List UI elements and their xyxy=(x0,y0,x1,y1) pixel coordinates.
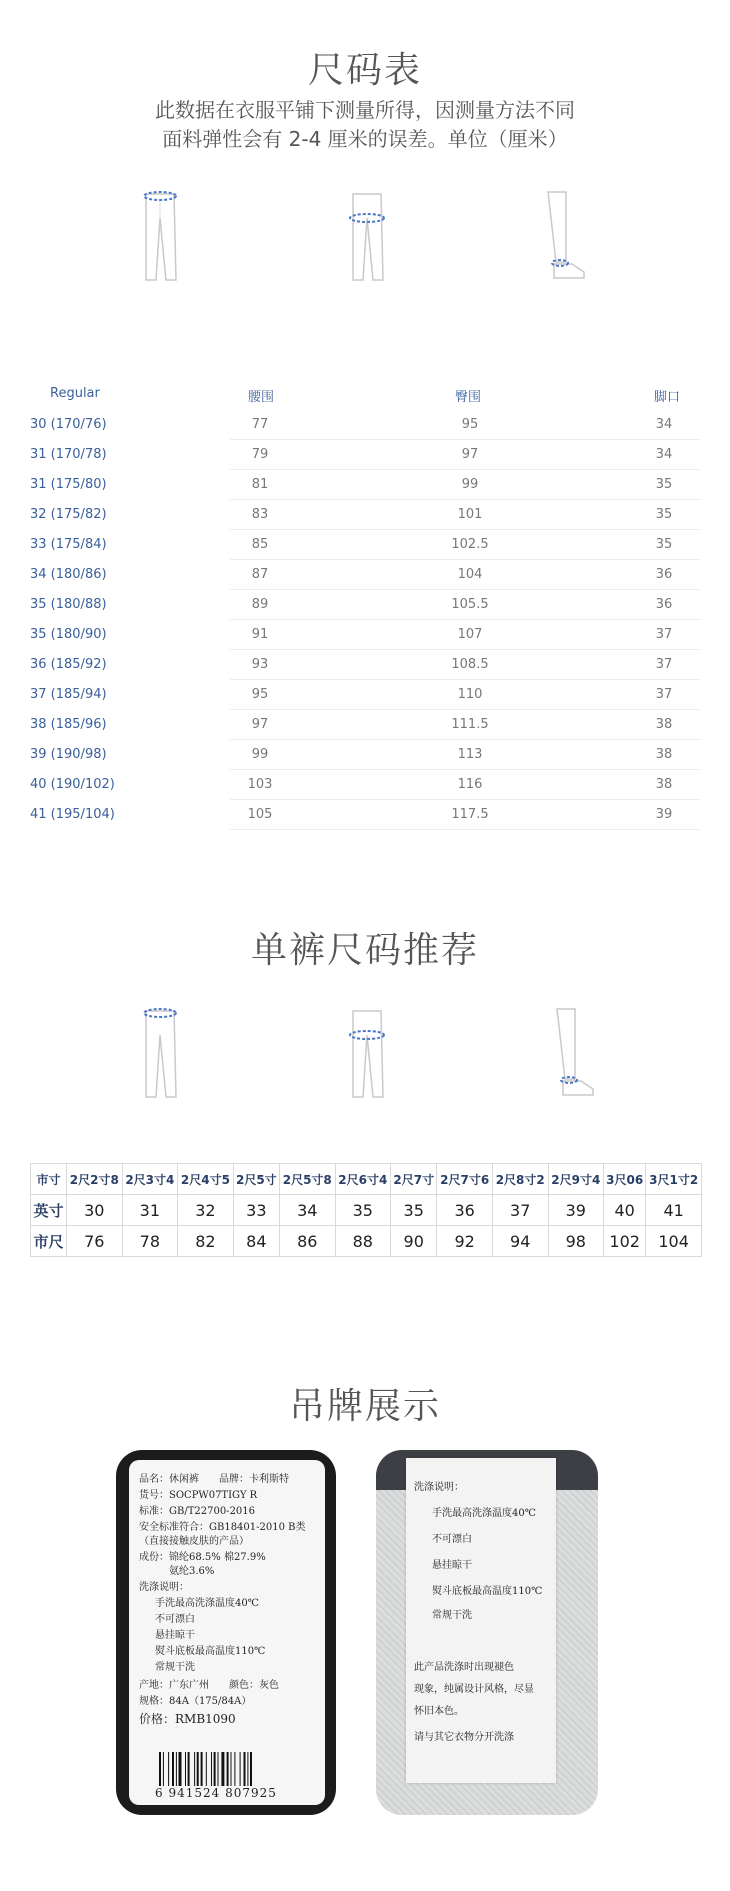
right-hang-tag-photo xyxy=(376,1450,598,1815)
header-hip: 臀围 xyxy=(455,390,482,405)
right-tag-text: 不可漂白 xyxy=(432,1534,472,1545)
recommend-cell: 37 xyxy=(492,1195,548,1226)
recommend-row-label: 市寸 xyxy=(31,1164,67,1195)
right-tag-text: 怀旧本色。 xyxy=(414,1706,464,1717)
waist-recommend-figure xyxy=(128,1005,188,1103)
barcode-number: 6 941524 807925 xyxy=(155,1786,277,1800)
right-tag-text: 洗涤说明： xyxy=(414,1482,464,1493)
waist-cell: 93 xyxy=(251,657,269,672)
recommend-cell: 2尺5寸 xyxy=(233,1164,279,1195)
left-tag-text: 不可漂白 xyxy=(155,1614,195,1625)
size-row xyxy=(30,620,700,650)
size-cell: 37 (185/94) xyxy=(30,687,107,702)
recommend-cell: 35 xyxy=(391,1195,437,1226)
waist-cell: 99 xyxy=(251,747,269,762)
size-row xyxy=(30,500,700,530)
waist-cell: 97 xyxy=(251,717,269,732)
waist-cell: 87 xyxy=(251,567,269,582)
waist-cell: 95 xyxy=(251,687,269,702)
recommend-cell: 31 xyxy=(122,1195,178,1226)
hip-cell: 104 xyxy=(457,567,483,582)
recommend-cell: 76 xyxy=(67,1226,123,1257)
recommend-row-shi-cun xyxy=(31,1164,702,1195)
left-hang-tag-photo xyxy=(116,1450,336,1815)
measurement-note-line1: 此数据在衣服平铺下测量所得，因测量方法不同 xyxy=(155,98,575,122)
hip-cell: 116 xyxy=(457,777,483,792)
hem-cell: 35 xyxy=(655,507,673,522)
recommend-cell: 90 xyxy=(391,1226,437,1257)
recommend-cell: 84 xyxy=(233,1226,279,1257)
right-tag-text: 请与其它衣物分开洗涤 xyxy=(414,1732,514,1743)
size-cell: 40 (190/102) xyxy=(30,777,115,792)
left-tag-text: 标准：GB/T22700-2016 xyxy=(139,1506,256,1517)
right-tag-text: 常规干洗 xyxy=(432,1610,472,1621)
waist-cell: 79 xyxy=(251,447,269,462)
recommend-cell: 3尺06 xyxy=(604,1164,646,1195)
recommend-cell: 2尺3寸4 xyxy=(122,1164,178,1195)
recommend-cell: 104 xyxy=(646,1226,702,1257)
recommend-cell: 3尺1寸2 xyxy=(646,1164,702,1195)
hip-cell: 105.5 xyxy=(451,597,489,612)
recommend-cell: 102 xyxy=(604,1226,646,1257)
hip-cell: 111.5 xyxy=(451,717,489,732)
recommend-row-shi-chi xyxy=(31,1226,702,1257)
recommend-cell: 2尺7寸6 xyxy=(437,1164,493,1195)
size-row xyxy=(30,410,700,440)
left-tag-text: （直接接触皮肤的产品） xyxy=(139,1536,249,1547)
size-chart-table xyxy=(30,380,700,830)
size-row xyxy=(30,710,700,740)
left-tag-text: 洗涤说明： xyxy=(139,1582,189,1593)
hem-cell: 37 xyxy=(655,687,673,702)
recommend-cell: 39 xyxy=(548,1195,604,1226)
recommend-cell: 2尺5寸8 xyxy=(279,1164,335,1195)
waist-cell: 105 xyxy=(247,807,273,822)
left-tag-text: 常规干洗 xyxy=(155,1662,195,1673)
hem-cell: 38 xyxy=(655,717,673,732)
recommend-cell: 34 xyxy=(279,1195,335,1226)
recommend-cell: 88 xyxy=(335,1226,391,1257)
left-tag-text: 熨斗底板最高温度110℃ xyxy=(155,1646,266,1657)
recommend-cell: 98 xyxy=(548,1226,604,1257)
row-divider xyxy=(230,829,700,830)
size-cell: 35 (180/90) xyxy=(30,627,107,642)
right-tag-label xyxy=(406,1458,556,1783)
left-tag-text: 品名：休闲裤 品牌：卡利斯特 xyxy=(139,1474,289,1485)
hip-cell: 107 xyxy=(457,627,483,642)
hem-cell: 34 xyxy=(655,447,673,462)
right-tag-text: 悬挂晾干 xyxy=(432,1560,472,1571)
size-cell: 38 (185/96) xyxy=(30,717,107,732)
header-waist: 腰围 xyxy=(248,390,275,405)
hip-cell: 101 xyxy=(457,507,483,522)
hip-recommend-figure xyxy=(335,1005,395,1103)
hip-cell: 99 xyxy=(461,477,479,492)
measurement-note-line2: 面料弹性会有 2-4 厘米的误差。单位（厘米） xyxy=(162,127,568,151)
size-row xyxy=(30,440,700,470)
size-row xyxy=(30,770,700,800)
size-row xyxy=(30,590,700,620)
hip-cell: 108.5 xyxy=(451,657,489,672)
recommend-cell: 2尺2寸8 xyxy=(67,1164,123,1195)
waist-cell: 83 xyxy=(251,507,269,522)
hem-cell: 34 xyxy=(655,417,673,432)
size-row xyxy=(30,740,700,770)
recommend-cell: 35 xyxy=(335,1195,391,1226)
hem-cell: 35 xyxy=(655,477,673,492)
right-tag-text: 手洗最高洗涤温度40℃ xyxy=(432,1508,536,1519)
header-hem: 脚口 xyxy=(654,390,681,405)
recommend-cell: 2尺6寸4 xyxy=(335,1164,391,1195)
hip-cell: 97 xyxy=(461,447,479,462)
size-row xyxy=(30,680,700,710)
barcode xyxy=(159,1752,299,1786)
waist-cell: 91 xyxy=(251,627,269,642)
recommend-cell: 78 xyxy=(122,1226,178,1257)
left-tag-text: 产地：广东广州 颜色：灰色 xyxy=(139,1680,279,1691)
recommend-cell: 2尺7寸 xyxy=(391,1164,437,1195)
size-cell: 30 (170/76) xyxy=(30,417,107,432)
left-tag-text: 手洗最高洗涤温度40℃ xyxy=(155,1598,259,1609)
hang-tag-title: 吊牌展示 xyxy=(288,1386,441,1427)
hem-cell: 37 xyxy=(655,657,673,672)
recommend-cell: 30 xyxy=(67,1195,123,1226)
waist-cell: 81 xyxy=(251,477,269,492)
recommend-cell: 41 xyxy=(646,1195,702,1226)
size-cell: 39 (190/98) xyxy=(30,747,107,762)
recommend-cell: 40 xyxy=(604,1195,646,1226)
hem-cell: 36 xyxy=(655,597,673,612)
left-tag-text: 悬挂晾干 xyxy=(155,1630,195,1641)
left-tag-text: 货号：SOCPW07TIGY R xyxy=(139,1490,258,1501)
left-tag-text: 价格：RMB1090 xyxy=(139,1712,236,1726)
recommend-row-label: 英寸 xyxy=(31,1195,67,1226)
size-row xyxy=(30,800,700,830)
right-tag-text: 现象，纯属设计风格，尽显 xyxy=(414,1684,534,1695)
hem-cell: 38 xyxy=(655,747,673,762)
recommend-row-label: 市尺 xyxy=(31,1226,67,1257)
size-row xyxy=(30,530,700,560)
hip-cell: 110 xyxy=(457,687,483,702)
size-cell: 32 (175/82) xyxy=(30,507,107,522)
recommend-cell: 36 xyxy=(437,1195,493,1226)
hem-cell: 35 xyxy=(655,537,673,552)
size-chart-header xyxy=(30,380,700,410)
hip-measure-figure xyxy=(335,188,395,286)
recommend-cell: 33 xyxy=(233,1195,279,1226)
left-tag-label xyxy=(129,1460,325,1805)
recommend-cell: 82 xyxy=(178,1226,234,1257)
size-cell: 41 (195/104) xyxy=(30,807,115,822)
hip-cell: 113 xyxy=(457,747,483,762)
size-cell: 31 (175/80) xyxy=(30,477,107,492)
recommend-row-inch xyxy=(31,1195,702,1226)
hem-recommend-figure xyxy=(545,1005,615,1103)
size-cell: 34 (180/86) xyxy=(30,567,107,582)
left-tag-text: 成份：锦纶68.5% 棉27.9% xyxy=(139,1552,266,1563)
left-tag-text: 氨纶3.6% xyxy=(139,1566,215,1577)
waist-cell: 89 xyxy=(251,597,269,612)
size-recommend-table xyxy=(30,1163,702,1257)
size-row xyxy=(30,650,700,680)
recommend-cell: 94 xyxy=(492,1226,548,1257)
recommend-cell: 2尺8寸2 xyxy=(492,1164,548,1195)
left-tag-text: 规格：84A（175/84A） xyxy=(139,1696,252,1707)
hem-cell: 39 xyxy=(655,807,673,822)
recommend-cell: 2尺9寸4 xyxy=(548,1164,604,1195)
hip-cell: 117.5 xyxy=(451,807,489,822)
size-row xyxy=(30,470,700,500)
recommend-cell: 92 xyxy=(437,1226,493,1257)
recommend-title: 单裤尺码推荐 xyxy=(250,930,479,971)
size-row xyxy=(30,560,700,590)
recommend-cell: 32 xyxy=(178,1195,234,1226)
size-cell: 31 (170/78) xyxy=(30,447,107,462)
hem-measure-figure xyxy=(536,188,606,286)
right-tag-text: 此产品洗涤时出现褪色 xyxy=(414,1662,514,1673)
header-size: Regular xyxy=(50,386,100,401)
recommend-cell: 86 xyxy=(279,1226,335,1257)
hip-cell: 95 xyxy=(461,417,479,432)
size-cell: 35 (180/88) xyxy=(30,597,107,612)
size-cell: 33 (175/84) xyxy=(30,537,107,552)
waist-cell: 77 xyxy=(251,417,269,432)
waist-cell: 85 xyxy=(251,537,269,552)
waist-cell: 103 xyxy=(247,777,273,792)
recommend-cell: 2尺4寸5 xyxy=(178,1164,234,1195)
waist-measure-figure xyxy=(128,188,188,286)
hem-cell: 36 xyxy=(655,567,673,582)
size-chart-title: 尺码表 xyxy=(307,50,422,91)
hip-cell: 102.5 xyxy=(451,537,489,552)
right-tag-text: 熨斗底板最高温度110℃ xyxy=(432,1586,543,1597)
hem-cell: 37 xyxy=(655,627,673,642)
size-cell: 36 (185/92) xyxy=(30,657,107,672)
left-tag-text: 安全标准符合：GB18401-2010 B类 xyxy=(139,1522,306,1533)
hem-cell: 38 xyxy=(655,777,673,792)
